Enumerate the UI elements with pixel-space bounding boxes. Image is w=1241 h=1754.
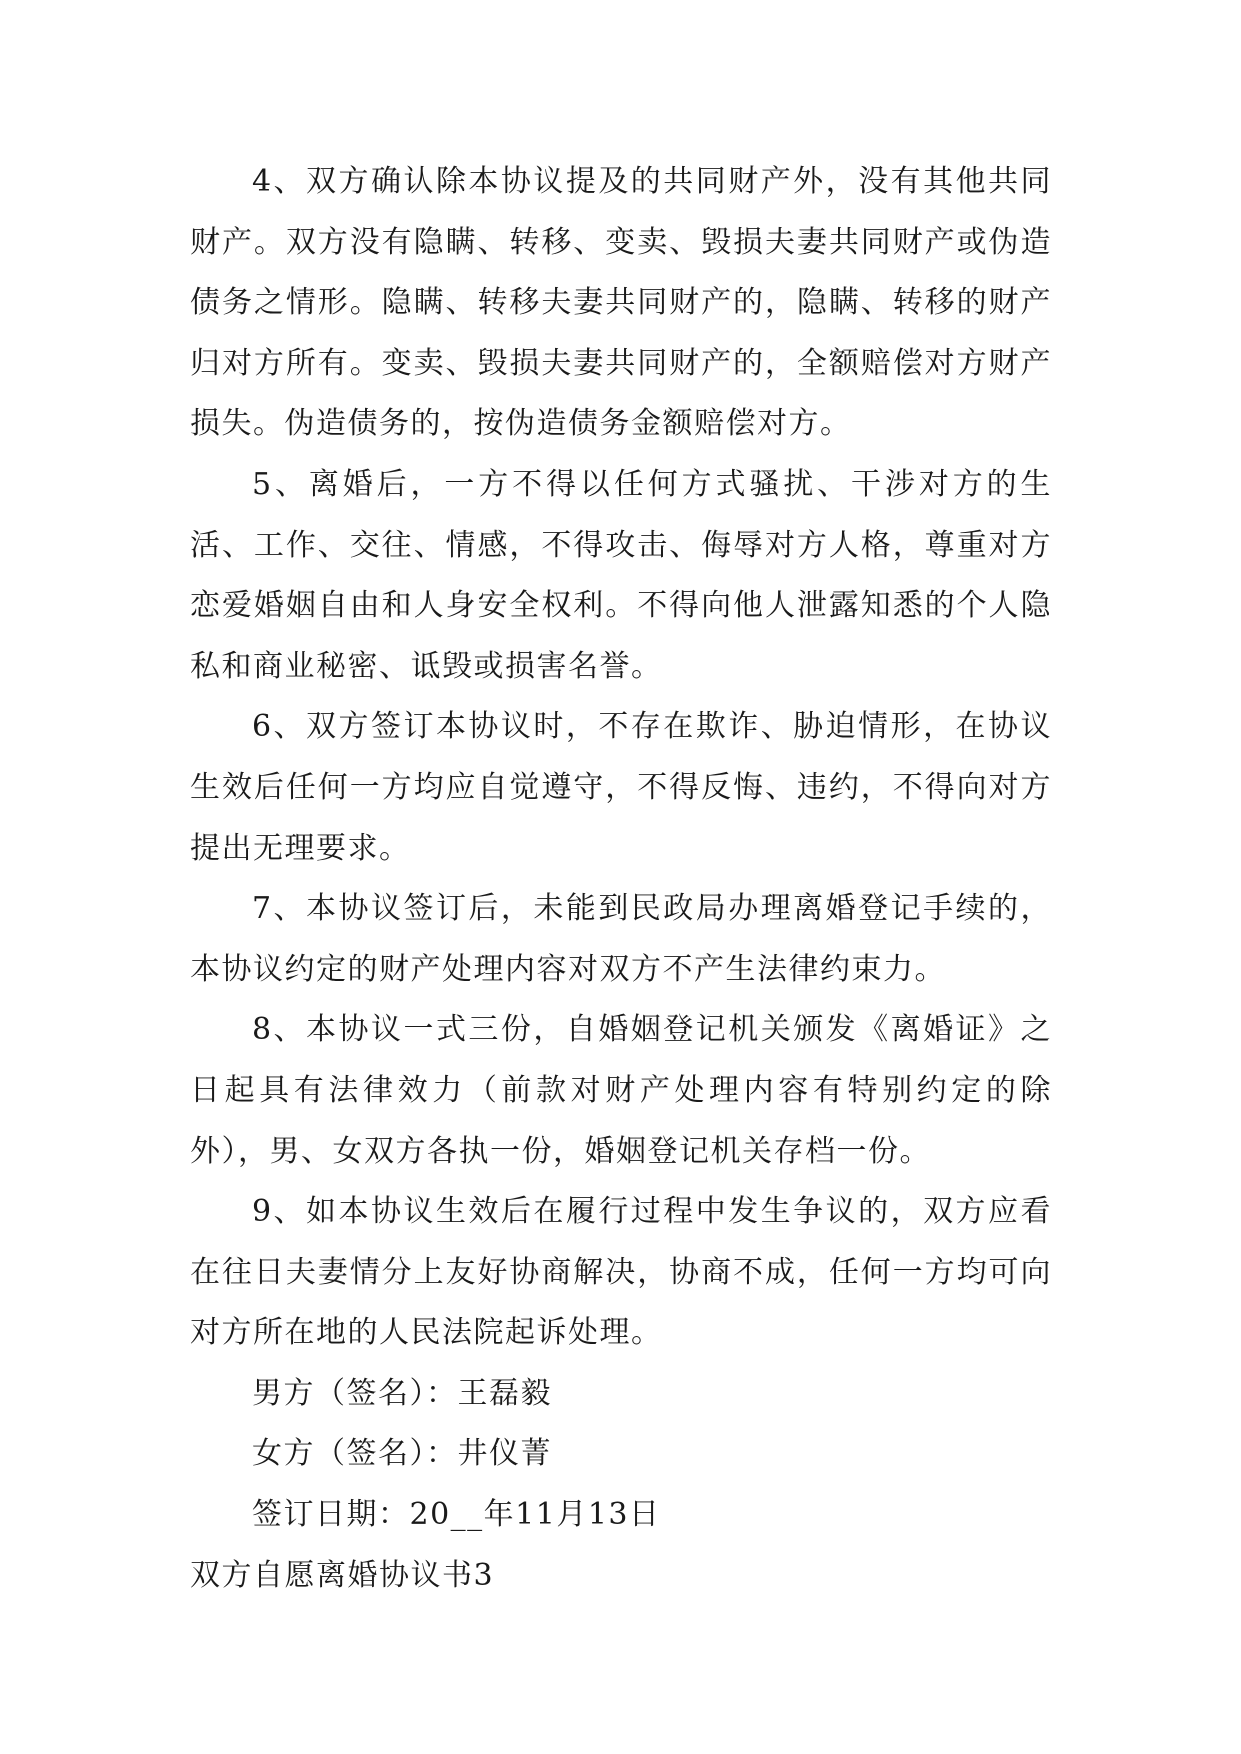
clause-7: 7、本协议签订后，未能到民政局办理离婚登记手续的，本协议约定的财产处理内容对双方不产生法律约束力。 — [190, 891, 1052, 987]
male-signature: 男方（签名）：王磊毅 — [252, 1375, 552, 1411]
clause-6: 6、双方签订本协议时，不存在欺诈、胁迫情形，在协议生效后任何一方均应自觉遵守，不得反悔、违约，不得向对方提出无理要求。 — [190, 709, 1052, 866]
clause-8: 8、本协议一式三份，自婚姻登记机关颁发《离婚证》之日起具有法律效力（前款对财产处理内容有特别约定的除外），男、女双方各执一份，婚姻登记机关存档一份。 — [190, 1012, 1052, 1169]
document-page — [190, 152, 1052, 1606]
female-signature: 女方（签名）：井仪菁 — [252, 1436, 552, 1472]
next-document-heading: 双方自愿离婚协议书3 — [190, 1557, 495, 1593]
clause-4: 4、双方确认除本协议提及的共同财产外，没有其他共同财产。双方没有隐瞒、转移、变卖、毁损夫妻共同财产或伪造债务之情形。隐瞒、转移夫妻共同财产的，隐瞒、转移的财产归对方所有。变卖、毁损夫妻共同财产的，全额赔偿对方财产损失。伪造债务的，按伪造债务金额赔偿对方。 — [190, 164, 1052, 442]
sign-date: 签订日期：20__年11月13日 — [252, 1497, 661, 1533]
clause-9: 9、如本协议生效后在履行过程中发生争议的，双方应看在往日夫妻情分上友好协商解决，协商不成，任何一方均可向对方所在地的人民法院起诉处理。 — [190, 1194, 1052, 1351]
clause-5: 5、离婚后，一方不得以任何方式骚扰、干涉对方的生活、工作、交往、情感，不得攻击、侮辱对方人格，尊重对方恋爱婚姻自由和人身安全权利。不得向他人泄露知悉的个人隐私和商业秘密、诋毁或损害名誉。 — [190, 466, 1052, 684]
